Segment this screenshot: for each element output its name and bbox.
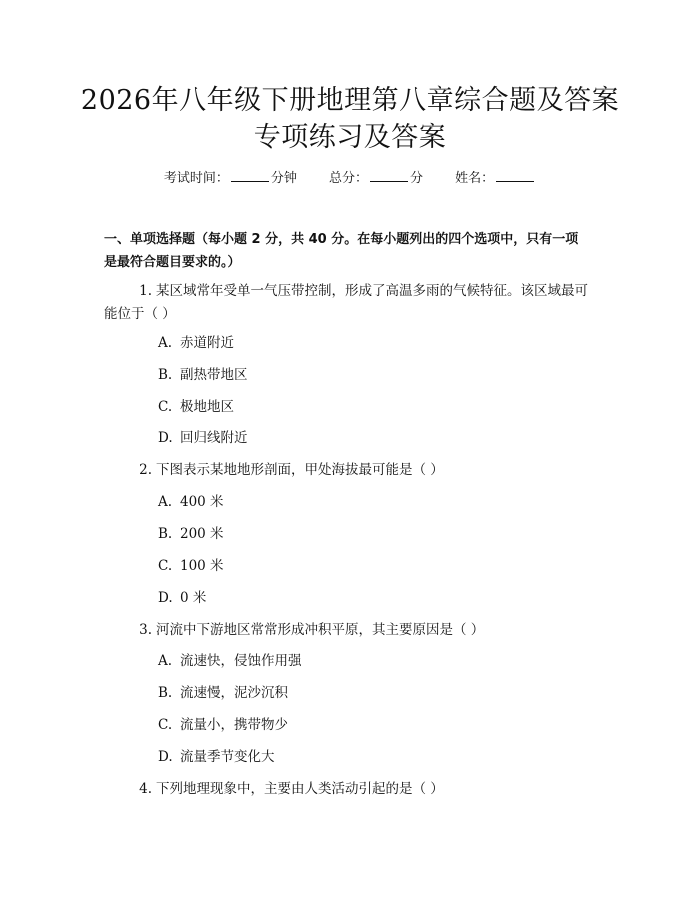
option-letter: A. (158, 653, 173, 669)
option-2b (158, 524, 224, 544)
question-number: 1. (139, 283, 152, 299)
section-heading-line1: 一、单项选择题（每小题 2 分，共 40 分。在每小题列出的四个选项中，只有一项 (104, 232, 579, 247)
option-letter: C. (158, 399, 173, 415)
option-1c (158, 397, 234, 417)
question-text-cont: 能位于（ ） (104, 306, 176, 322)
question-number: 2. (139, 462, 152, 478)
option-text: 流速快，侵蚀作用强 (180, 653, 302, 669)
option-text: 100 米 (180, 558, 224, 574)
score-unit: 分 (410, 171, 424, 186)
exam-meta (0, 168, 700, 188)
section-heading-line2: 是最符合题目要求的。） (104, 255, 241, 270)
option-2d (158, 588, 206, 608)
question-text: 某区域常年受单一气压带控制，形成了高温多雨的气候特征。该区域最可 (156, 283, 588, 299)
question-4 (104, 778, 604, 801)
option-text: 回归线附近 (180, 430, 248, 446)
name-blank (496, 168, 534, 182)
time-label: 考试时间： (163, 171, 229, 186)
option-text: 0 米 (180, 590, 207, 606)
option-text: 流量小，携带物少 (180, 717, 288, 733)
question-number: 4. (139, 781, 152, 797)
exam-title-line1: 2026年八年级下册地理第八章综合题及答案 (80, 85, 620, 116)
option-3d (158, 747, 275, 767)
question-2 (104, 459, 604, 482)
name-field (455, 168, 536, 188)
question-3 (104, 619, 604, 642)
option-letter: D. (158, 430, 173, 446)
option-1d (158, 428, 248, 448)
option-3a (158, 651, 302, 671)
option-1a (158, 333, 234, 353)
score-field (329, 168, 423, 188)
name-label: 姓名： (455, 171, 495, 186)
option-3b (158, 683, 288, 703)
option-text: 流速慢，泥沙沉积 (180, 685, 288, 701)
question-text: 下图表示某地地形剖面，甲处海拔最可能是（ ） (156, 462, 444, 478)
option-1b (158, 365, 248, 385)
option-letter: D. (158, 590, 173, 606)
option-2a (158, 492, 224, 512)
time-blank (231, 168, 269, 182)
question-1 (104, 280, 604, 326)
question-text: 河流中下游地区常常形成冲积平原，其主要原因是（ ） (156, 622, 485, 638)
score-blank (370, 168, 408, 182)
option-text: 流量季节变化大 (180, 749, 275, 765)
option-2c (158, 556, 224, 576)
option-letter: D. (158, 749, 173, 765)
option-text: 副热带地区 (180, 367, 248, 383)
score-label: 总分： (328, 171, 368, 186)
option-letter: B. (158, 526, 173, 542)
option-letter: C. (158, 558, 173, 574)
section-heading (104, 228, 604, 274)
time-unit: 分钟 (270, 171, 297, 186)
option-text: 400 米 (180, 494, 224, 510)
option-text: 200 米 (180, 526, 224, 542)
option-letter: A. (158, 335, 173, 351)
option-letter: B. (158, 685, 173, 701)
exam-title-line2: 专项练习及答案 (253, 122, 447, 153)
option-letter: B. (158, 367, 173, 383)
time-field (164, 168, 297, 188)
option-text: 极地地区 (180, 399, 234, 415)
option-letter: A. (158, 494, 173, 510)
question-text: 下列地理现象中，主要由人类活动引起的是（ ） (156, 781, 444, 797)
option-letter: C. (158, 717, 173, 733)
option-3c (158, 715, 288, 735)
option-text: 赤道附近 (180, 335, 234, 351)
question-number: 3. (139, 622, 152, 638)
